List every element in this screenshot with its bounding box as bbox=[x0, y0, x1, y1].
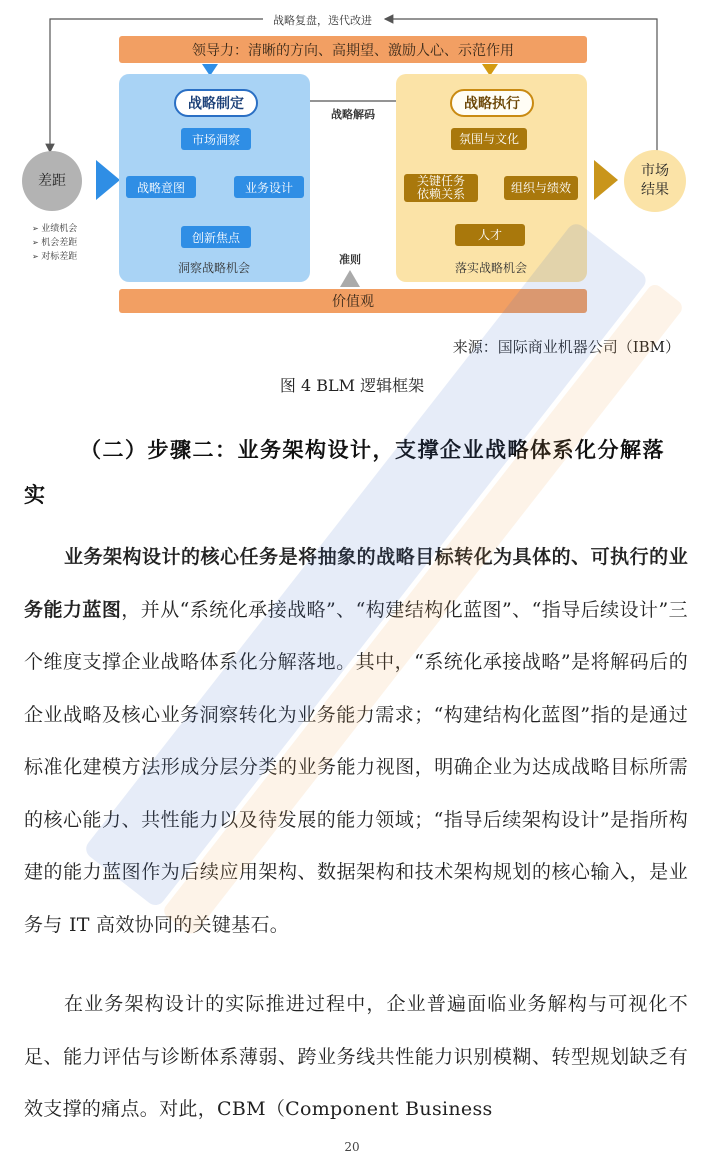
paragraph-1 bbox=[24, 531, 688, 951]
values-bar: 价值观 bbox=[119, 289, 587, 313]
gap-list bbox=[32, 222, 77, 264]
node-key-tasks bbox=[404, 174, 478, 202]
strategy-execution-title: 战略执行 bbox=[450, 89, 534, 117]
node-talent: 人才 bbox=[455, 224, 525, 246]
gap-item: ➢ 业绩机会 bbox=[32, 222, 77, 236]
node-business-design: 业务设计 bbox=[234, 176, 304, 198]
node-climate-culture: 氛围与文化 bbox=[451, 128, 527, 150]
node-strategic-intent: 战略意图 bbox=[126, 176, 196, 198]
gap-item: ➢ 对标差距 bbox=[32, 250, 77, 264]
figure-caption: 图 4 BLM 逻辑框架 bbox=[279, 376, 425, 395]
decode-label: 战略解码 bbox=[331, 108, 375, 121]
node-org-performance: 组织与绩效 bbox=[504, 176, 578, 200]
node-key-tasks-line2: 依赖关系 bbox=[416, 187, 465, 201]
market-result-line1: 市场 bbox=[641, 163, 669, 179]
gap-input-arrow bbox=[96, 160, 120, 200]
node-innovation-focus: 创新焦点 bbox=[181, 226, 251, 248]
result-output-arrow bbox=[594, 160, 618, 200]
section-heading: （二）步骤二：业务架构设计，支撑企业战略体系化分解落实 bbox=[24, 438, 665, 507]
strategy-formulation-caption: 洞察战略机会 bbox=[178, 261, 251, 275]
strategy-formulation-title: 战略制定 bbox=[174, 89, 258, 117]
gap-item: ➢ 机会差距 bbox=[32, 236, 77, 250]
figure-source: 来源：国际商业机器公司（IBM） bbox=[452, 338, 680, 356]
strategy-execution-caption: 落实战略机会 bbox=[455, 261, 528, 275]
blm-diagram bbox=[0, 0, 704, 330]
gap-circle: 差距 bbox=[22, 151, 82, 211]
node-market-insight: 市场洞察 bbox=[181, 128, 251, 150]
principle-up-arrow bbox=[340, 270, 360, 287]
leadership-bar: 领导力：清晰的方向、高期望、激励人心、示范作用 bbox=[119, 36, 587, 63]
principle-label: 准则 bbox=[339, 253, 361, 266]
paragraph-2: 在业务架构设计的实际推进过程中，企业普遍面临业务解构与可视化不足、能力评估与诊断体系薄弱、跨业务线共性能力识别模糊、转型规划缺乏有效支撑的痛点。对此，CBM（Component Business bbox=[24, 993, 688, 1120]
paragraph-1-rest: ，并从“系统化承接战略”、“构建结构化蓝图”、“指导后续设计”三个维度支撑企业战略体系化分解落地。其中，“系统化承接战略”是将解码后的企业战略及核心业务洞察转化为业务能力需求；“构建结构化蓝图”指的是通过标准化建模方法形成分层分类的业务能力视图，明确企业为达成战略目标所需的核心能力、共性能力以及待发展的能力领域；“指导后续架构设计”是指所构建的能力蓝图作为后续应用架构、数据架构和技术架构规划的核心输入，是业务与 IT 高效协同的关键基石。 bbox=[24, 598, 688, 936]
page-number: 20 bbox=[344, 1140, 360, 1154]
market-result-circle bbox=[624, 150, 686, 212]
feedback-loop-label: 战略复盘，迭代改进 bbox=[270, 12, 375, 28]
node-key-tasks-line1: 关键任务 bbox=[416, 174, 465, 188]
paragraph-1-bold-lead: 业务架构设计的核心任务是将抽象的战略目标转化为具体的、可执行的业务能力蓝图 bbox=[24, 546, 688, 621]
market-result-line2: 结果 bbox=[641, 182, 669, 198]
